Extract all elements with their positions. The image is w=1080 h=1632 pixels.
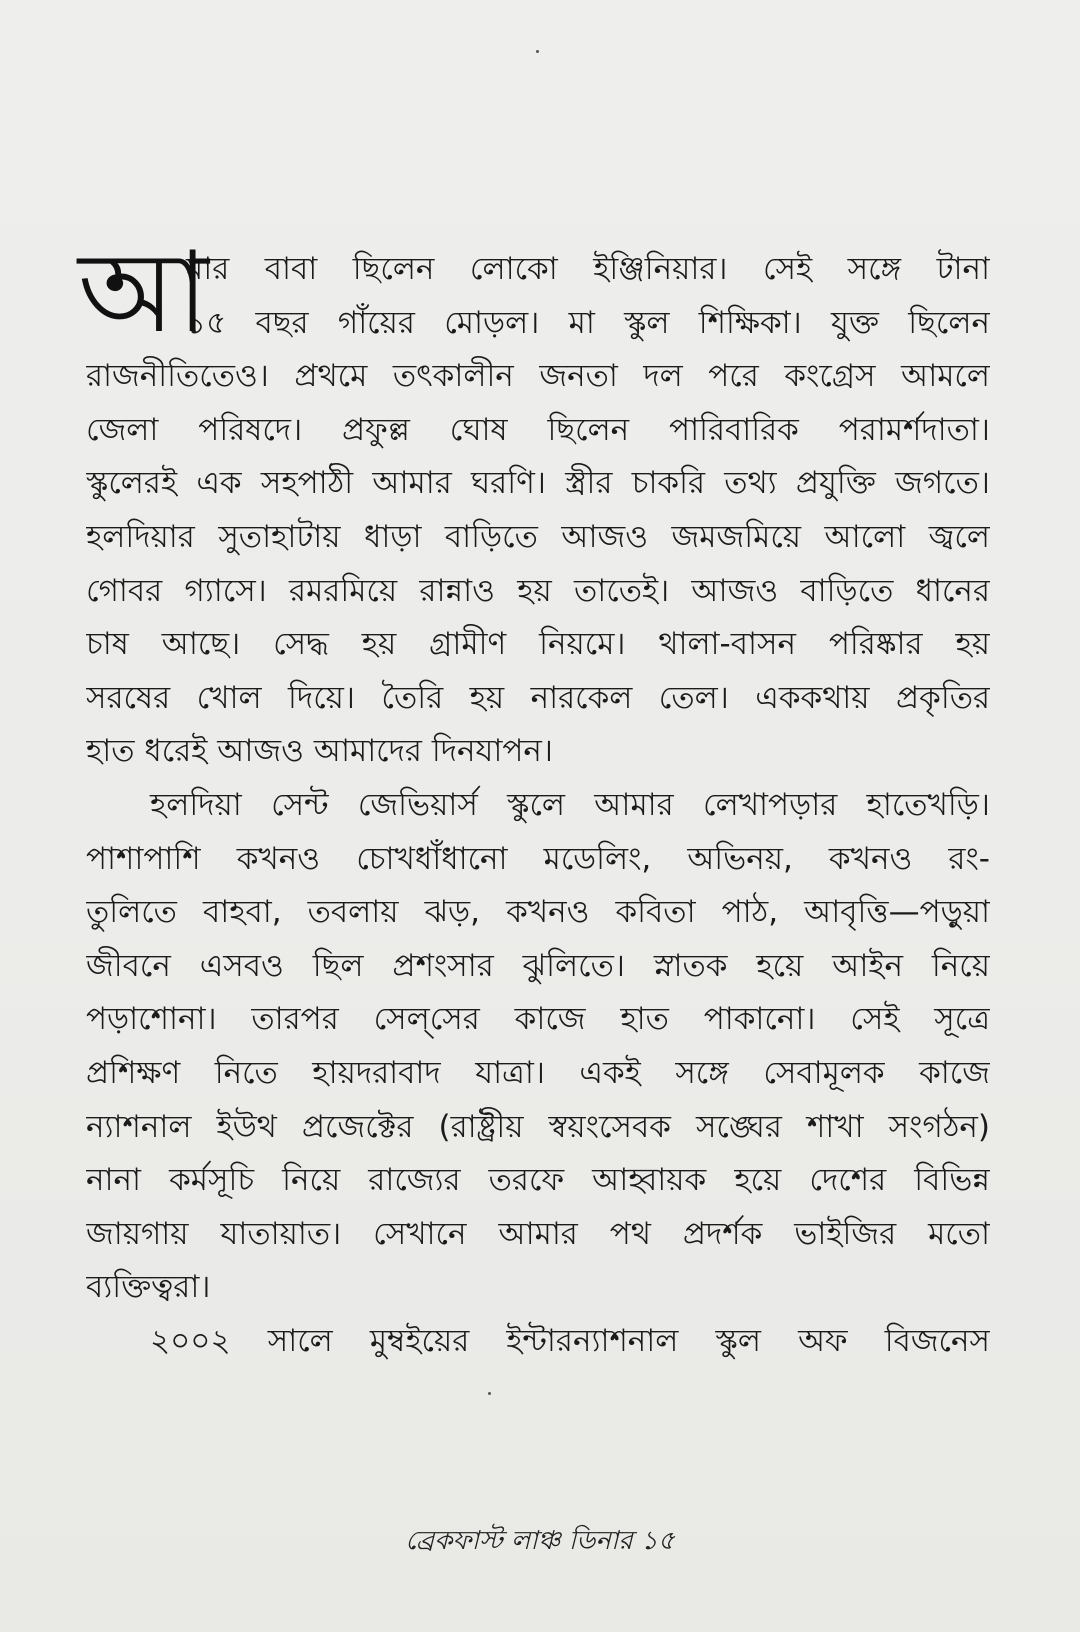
text-line: নানা কর্মসূচি নিয়ে রাজ্যের তরফে আহ্বায়ক হয়ে দেশের বিভিন্ন bbox=[86, 1162, 990, 1199]
print-speck bbox=[536, 50, 539, 53]
text-line: সরষের খোল দিয়ে। তৈরি হয় নারকেল তেল। এককথায় প্রকৃতির bbox=[86, 679, 990, 716]
text-line: ন্যাশনাল ইউথ প্রজেক্টের (রাষ্ট্রীয় স্বয়ংসেবক সঙ্ঘের শাখা সংগঠন) bbox=[86, 1108, 990, 1145]
text-line: হাত ধরেই আজও আমাদের দিনযাপন। bbox=[86, 733, 553, 770]
drop-cap: আ bbox=[78, 228, 209, 358]
text-line: স্কুলেরই এক সহপাঠী আমার ঘরণি। স্ত্রীর চাকরি তথ্য প্রযুক্তি জগতে। bbox=[86, 465, 990, 502]
text-line: হলদিয়ার সুতাহাটায় ধাড়া বাড়িতে আজও জমজমিয়ে আলো জ্বলে bbox=[86, 518, 990, 555]
text-line: জেলা পরিষদে। প্রফুল্ল ঘোষ ছিলেন পারিবারিক পরামর্শদাতা। bbox=[86, 411, 990, 448]
text-line: জায়গায় যাতায়াত। সেখানে আমার পথ প্রদর্শক ভাইজির মতো bbox=[86, 1215, 990, 1252]
text-line: জীবনে এসবও ছিল প্রশংসার ঝুলিতে। স্নাতক হয়ে আইন নিয়ে bbox=[86, 947, 990, 984]
text-line: গোবর গ্যাসে। রমরমিয়ে রান্নাও হয় তাতেই। আজও বাড়িতে ধানের bbox=[86, 572, 990, 609]
text-line: পড়াশোনা। তারপর সেল্‌সের কাজে হাত পাকানো। সেই সূত্রে bbox=[86, 1001, 990, 1038]
running-footer: ব্রেকফাস্ট লাঞ্চ ডিনার ১৫ bbox=[405, 1526, 675, 1556]
text-line: রাজনীতিতেও। প্রথমে তৎকালীন জনতা দল পরে কংগ্রেস আমলে bbox=[86, 358, 990, 395]
text-line: পাশাপাশি কখনও চোখধাঁধানো মডেলিং, অভিনয়, কখনও রং- bbox=[86, 840, 990, 877]
text-line: ২০০২ সালে মুম্বইয়ের ইন্টারন্যাশনাল স্কুল অফ বিজনেস bbox=[150, 1322, 990, 1359]
text-line: তুলিতে বাহবা, তবলায় ঝড়, কখনও কবিতা পাঠ, আবৃত্তি—পড়ুয়া bbox=[86, 894, 990, 931]
text-line: ব্যক্তিত্বরা। bbox=[86, 1269, 211, 1306]
text-line: চাষ আছে। সেদ্ধ হয় গ্রামীণ নিয়মে। থালা-বাসন পরিষ্কার হয় bbox=[86, 626, 990, 663]
text-line: ১৫ বছর গাঁয়ের মোড়ল। মা স্কুল শিক্ষিকা। যুক্ত ছিলেন bbox=[186, 304, 990, 341]
text-line: মার বাবা ছিলেন লোকো ইঞ্জিনিয়ার। সেই সঙ্গে টানা bbox=[186, 251, 990, 287]
body-text bbox=[78, 228, 990, 1368]
print-speck bbox=[488, 1392, 491, 1395]
text-line: প্রশিক্ষণ নিতে হায়দরাবাদ যাত্রা। একই সঙ্গে সেবামূলক কাজে bbox=[86, 1054, 990, 1091]
text-line: হলদিয়া সেন্ট জেভিয়ার্স স্কুলে আমার লেখাপড়ার হাতেখড়ি। bbox=[150, 786, 990, 823]
